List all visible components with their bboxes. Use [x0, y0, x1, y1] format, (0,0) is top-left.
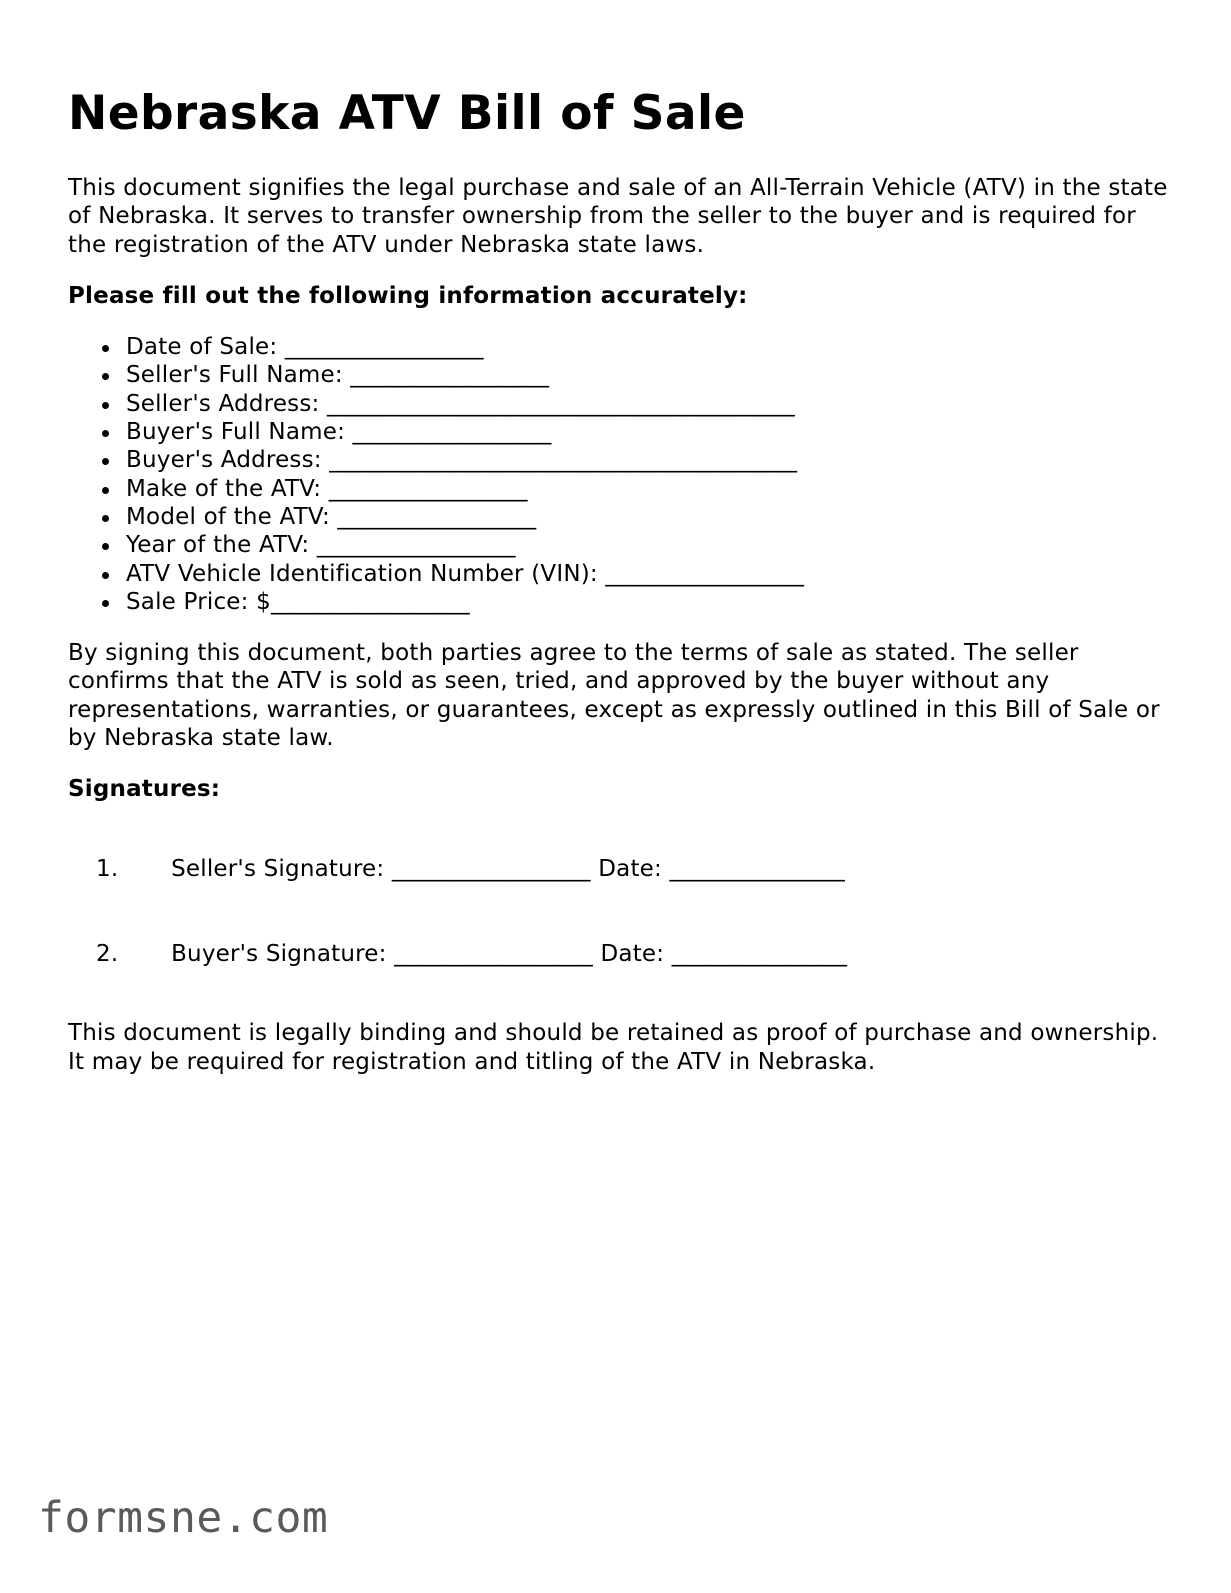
seller-signature-text: Seller's Signature: _________________ Date: _______________: [171, 855, 845, 882]
field-date-of-sale: Date of Sale: _________________: [126, 333, 1168, 361]
field-buyer-address: Buyer's Address: ________________________________________: [126, 446, 1168, 474]
intro-paragraph: This document signifies the legal purchase and sale of an All-Terrain Vehicle (ATV) in the state of Nebraska. It serves to transfer ownership from the seller to the buyer and is required for the registration of the ATV under Nebraska state laws.: [68, 175, 1168, 258]
field-list: [68, 333, 1168, 616]
field-seller-name: Seller's Full Name: _________________: [126, 361, 1168, 389]
field-sale-price: Sale Price: $_________________: [126, 588, 1168, 616]
seller-signature-line: [96, 827, 1168, 912]
signatures-heading: Signatures:: [68, 776, 221, 803]
field-buyer-name: Buyer's Full Name: _________________: [126, 418, 1168, 446]
field-seller-address: Seller's Address: ________________________________________: [126, 390, 1168, 418]
instruction-heading: Please fill out the following information accurately:: [68, 282, 748, 309]
watermark: formsne.com: [38, 1493, 329, 1543]
document-title: Nebraska ATV Bill of Sale: [68, 86, 746, 141]
terms-paragraph: By signing this document, both parties agree to the terms of sale as stated. The seller confirms that the ATV is sold as seen, tried, and approved by the buyer without any representations, warranties, or guarantees, except as expressly outlined in this Bill of Sale or by Nebraska state law.: [68, 640, 1160, 752]
list-number: 2.: [96, 940, 119, 967]
signature-list: [68, 827, 1168, 997]
field-atv-make: Make of the ATV: _________________: [126, 475, 1168, 503]
buyer-signature-line: [96, 912, 1168, 997]
field-atv-year: Year of the ATV: _________________: [126, 531, 1168, 559]
field-atv-model: Model of the ATV: _________________: [126, 503, 1168, 531]
closing-paragraph: This document is legally binding and should be retained as proof of purchase and ownership. It may be required for registration and titling of the ATV in Nebraska.: [68, 1020, 1159, 1075]
buyer-signature-text: Buyer's Signature: _________________ Date: _______________: [171, 940, 848, 967]
list-number: 1.: [96, 855, 119, 882]
field-atv-vin: ATV Vehicle Identification Number (VIN): _________________: [126, 560, 1168, 588]
document-page: [68, 82, 1168, 1076]
